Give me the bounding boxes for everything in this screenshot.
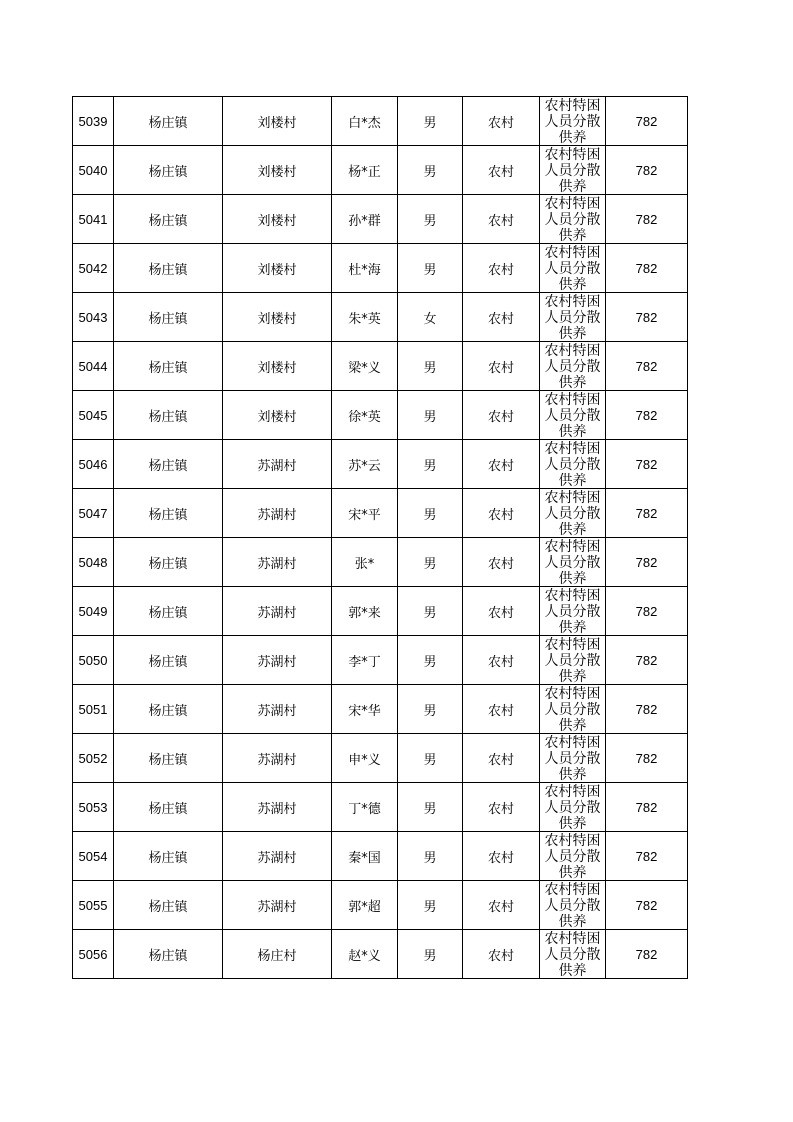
cell-serial-number: 5041: [73, 195, 114, 244]
cell-serial-number: 5051: [73, 685, 114, 734]
support-category-text: 农村特困人员分散供养: [544, 440, 601, 488]
cell-person-name: 梁*义: [332, 342, 398, 391]
support-category-text: 农村特困人员分散供养: [544, 734, 601, 782]
cell-amount: 782: [606, 636, 688, 685]
cell-person-name: 丁*德: [332, 783, 398, 832]
cell-area-type: 农村: [463, 636, 540, 685]
cell-support-category: [540, 489, 606, 538]
cell-support-category: [540, 293, 606, 342]
cell-gender: 男: [398, 244, 463, 293]
cell-amount: 782: [606, 97, 688, 146]
cell-town: 杨庄镇: [114, 734, 223, 783]
cell-town: 杨庄镇: [114, 97, 223, 146]
cell-area-type: 农村: [463, 587, 540, 636]
table-row: [73, 734, 688, 783]
cell-person-name: 张*: [332, 538, 398, 587]
cell-town: 杨庄镇: [114, 195, 223, 244]
cell-town: 杨庄镇: [114, 636, 223, 685]
cell-area-type: 农村: [463, 930, 540, 979]
cell-serial-number: 5043: [73, 293, 114, 342]
table-row: [73, 391, 688, 440]
support-category-text: 农村特困人员分散供养: [544, 391, 601, 439]
cell-serial-number: 5053: [73, 783, 114, 832]
table-row: [73, 244, 688, 293]
table-row: [73, 783, 688, 832]
cell-support-category: [540, 832, 606, 881]
cell-village: 刘楼村: [223, 293, 332, 342]
cell-gender: 男: [398, 342, 463, 391]
cell-person-name: 郭*超: [332, 881, 398, 930]
cell-gender: 女: [398, 293, 463, 342]
cell-person-name: 赵*义: [332, 930, 398, 979]
support-category-text: 农村特困人员分散供养: [544, 538, 601, 586]
cell-area-type: 农村: [463, 244, 540, 293]
cell-gender: 男: [398, 783, 463, 832]
cell-amount: 782: [606, 881, 688, 930]
cell-serial-number: 5040: [73, 146, 114, 195]
cell-gender: 男: [398, 734, 463, 783]
cell-village: 刘楼村: [223, 97, 332, 146]
cell-amount: 782: [606, 195, 688, 244]
cell-village: 苏湖村: [223, 587, 332, 636]
cell-amount: 782: [606, 685, 688, 734]
cell-amount: 782: [606, 832, 688, 881]
cell-person-name: 杨*正: [332, 146, 398, 195]
support-category-text: 农村特困人员分散供养: [544, 244, 601, 292]
cell-area-type: 农村: [463, 881, 540, 930]
support-category-text: 农村特困人员分散供养: [544, 636, 601, 684]
table-row: [73, 293, 688, 342]
cell-serial-number: 5039: [73, 97, 114, 146]
cell-support-category: [540, 538, 606, 587]
cell-person-name: 申*义: [332, 734, 398, 783]
support-category-text: 农村特困人员分散供养: [544, 293, 601, 341]
cell-person-name: 杜*海: [332, 244, 398, 293]
cell-village: 刘楼村: [223, 391, 332, 440]
support-category-text: 农村特困人员分散供养: [544, 685, 601, 733]
cell-support-category: [540, 636, 606, 685]
cell-person-name: 孙*群: [332, 195, 398, 244]
cell-gender: 男: [398, 930, 463, 979]
table-body: [73, 97, 688, 979]
cell-serial-number: 5050: [73, 636, 114, 685]
support-category-text: 农村特困人员分散供养: [544, 146, 601, 194]
cell-serial-number: 5055: [73, 881, 114, 930]
cell-gender: 男: [398, 587, 463, 636]
cell-support-category: [540, 783, 606, 832]
support-category-text: 农村特困人员分散供养: [544, 881, 601, 929]
table-row: [73, 538, 688, 587]
cell-amount: 782: [606, 293, 688, 342]
cell-town: 杨庄镇: [114, 293, 223, 342]
cell-town: 杨庄镇: [114, 538, 223, 587]
cell-village: 苏湖村: [223, 783, 332, 832]
cell-person-name: 朱*英: [332, 293, 398, 342]
cell-amount: 782: [606, 489, 688, 538]
cell-person-name: 郭*来: [332, 587, 398, 636]
cell-town: 杨庄镇: [114, 244, 223, 293]
cell-support-category: [540, 146, 606, 195]
cell-amount: 782: [606, 146, 688, 195]
support-category-text: 农村特困人员分散供养: [544, 930, 601, 978]
cell-town: 杨庄镇: [114, 685, 223, 734]
cell-support-category: [540, 391, 606, 440]
cell-gender: 男: [398, 97, 463, 146]
cell-serial-number: 5042: [73, 244, 114, 293]
cell-support-category: [540, 734, 606, 783]
cell-serial-number: 5045: [73, 391, 114, 440]
cell-gender: 男: [398, 195, 463, 244]
cell-village: 杨庄村: [223, 930, 332, 979]
cell-person-name: 白*杰: [332, 97, 398, 146]
cell-amount: 782: [606, 587, 688, 636]
cell-serial-number: 5054: [73, 832, 114, 881]
cell-amount: 782: [606, 244, 688, 293]
cell-support-category: [540, 342, 606, 391]
cell-village: 苏湖村: [223, 881, 332, 930]
cell-area-type: 农村: [463, 342, 540, 391]
cell-amount: 782: [606, 930, 688, 979]
cell-town: 杨庄镇: [114, 146, 223, 195]
cell-area-type: 农村: [463, 195, 540, 244]
cell-serial-number: 5046: [73, 440, 114, 489]
cell-area-type: 农村: [463, 293, 540, 342]
cell-support-category: [540, 440, 606, 489]
cell-person-name: 宋*华: [332, 685, 398, 734]
cell-person-name: 宋*平: [332, 489, 398, 538]
cell-area-type: 农村: [463, 832, 540, 881]
table-row: [73, 685, 688, 734]
table-row: [73, 930, 688, 979]
table-row: [73, 195, 688, 244]
cell-area-type: 农村: [463, 146, 540, 195]
cell-village: 刘楼村: [223, 195, 332, 244]
cell-person-name: 秦*国: [332, 832, 398, 881]
cell-serial-number: 5044: [73, 342, 114, 391]
cell-village: 苏湖村: [223, 832, 332, 881]
cell-town: 杨庄镇: [114, 881, 223, 930]
support-category-text: 农村特困人员分散供养: [544, 783, 601, 831]
cell-area-type: 农村: [463, 685, 540, 734]
cell-town: 杨庄镇: [114, 391, 223, 440]
table-row: [73, 440, 688, 489]
cell-gender: 男: [398, 685, 463, 734]
cell-gender: 男: [398, 489, 463, 538]
table-row: [73, 881, 688, 930]
cell-support-category: [540, 685, 606, 734]
cell-amount: 782: [606, 734, 688, 783]
cell-area-type: 农村: [463, 734, 540, 783]
cell-gender: 男: [398, 881, 463, 930]
cell-village: 刘楼村: [223, 342, 332, 391]
cell-area-type: 农村: [463, 489, 540, 538]
cell-gender: 男: [398, 538, 463, 587]
table-row: [73, 587, 688, 636]
cell-support-category: [540, 244, 606, 293]
cell-amount: 782: [606, 440, 688, 489]
table-row: [73, 146, 688, 195]
cell-support-category: [540, 97, 606, 146]
cell-serial-number: 5049: [73, 587, 114, 636]
support-category-text: 农村特困人员分散供养: [544, 195, 601, 243]
cell-village: 苏湖村: [223, 734, 332, 783]
table-row: [73, 342, 688, 391]
support-category-text: 农村特困人员分散供养: [544, 587, 601, 635]
support-category-text: 农村特困人员分散供养: [544, 97, 601, 145]
cell-support-category: [540, 930, 606, 979]
cell-serial-number: 5056: [73, 930, 114, 979]
cell-area-type: 农村: [463, 440, 540, 489]
cell-amount: 782: [606, 538, 688, 587]
cell-village: 苏湖村: [223, 440, 332, 489]
table-row: [73, 832, 688, 881]
cell-gender: 男: [398, 440, 463, 489]
cell-gender: 男: [398, 636, 463, 685]
cell-town: 杨庄镇: [114, 930, 223, 979]
cell-area-type: 农村: [463, 538, 540, 587]
cell-town: 杨庄镇: [114, 587, 223, 636]
table-row: [73, 489, 688, 538]
cell-amount: 782: [606, 783, 688, 832]
cell-village: 苏湖村: [223, 489, 332, 538]
cell-town: 杨庄镇: [114, 783, 223, 832]
cell-area-type: 农村: [463, 97, 540, 146]
cell-support-category: [540, 881, 606, 930]
cell-area-type: 农村: [463, 391, 540, 440]
cell-gender: 男: [398, 832, 463, 881]
cell-village: 苏湖村: [223, 685, 332, 734]
cell-town: 杨庄镇: [114, 832, 223, 881]
table-row: [73, 97, 688, 146]
cell-person-name: 李*丁: [332, 636, 398, 685]
support-category-text: 农村特困人员分散供养: [544, 832, 601, 880]
cell-support-category: [540, 195, 606, 244]
support-category-text: 农村特困人员分散供养: [544, 342, 601, 390]
table-row: [73, 636, 688, 685]
cell-town: 杨庄镇: [114, 342, 223, 391]
cell-serial-number: 5047: [73, 489, 114, 538]
cell-gender: 男: [398, 391, 463, 440]
cell-person-name: 徐*英: [332, 391, 398, 440]
cell-village: 刘楼村: [223, 146, 332, 195]
support-category-text: 农村特困人员分散供养: [544, 489, 601, 537]
cell-village: 刘楼村: [223, 244, 332, 293]
cell-support-category: [540, 587, 606, 636]
cell-person-name: 苏*云: [332, 440, 398, 489]
cell-area-type: 农村: [463, 783, 540, 832]
data-table: [72, 96, 688, 979]
cell-amount: 782: [606, 342, 688, 391]
cell-village: 苏湖村: [223, 538, 332, 587]
cell-serial-number: 5048: [73, 538, 114, 587]
cell-town: 杨庄镇: [114, 440, 223, 489]
cell-village: 苏湖村: [223, 636, 332, 685]
cell-serial-number: 5052: [73, 734, 114, 783]
cell-gender: 男: [398, 146, 463, 195]
cell-town: 杨庄镇: [114, 489, 223, 538]
cell-amount: 782: [606, 391, 688, 440]
